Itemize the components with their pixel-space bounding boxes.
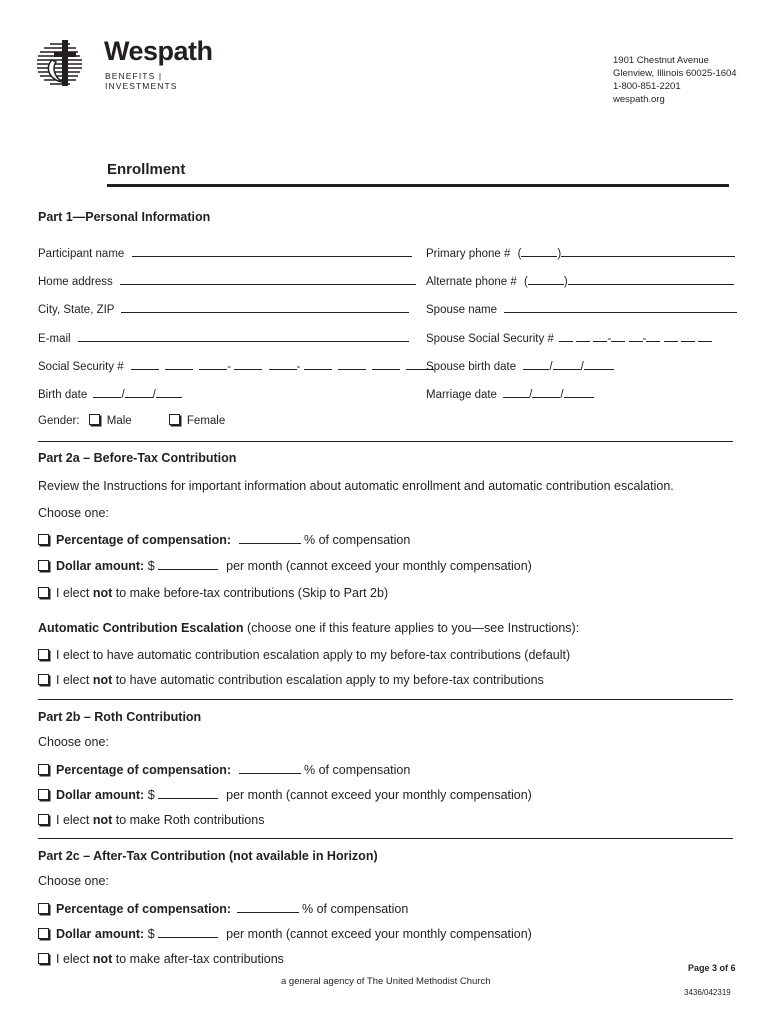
part2a-pct-checkbox[interactable]: [38, 534, 49, 545]
female-checkbox[interactable]: [169, 414, 180, 425]
gender-field: [38, 414, 225, 427]
part2b-pct-checkbox[interactable]: [38, 764, 49, 775]
part2a-pct-suffix: % of compensation: [304, 533, 411, 547]
ssn-digit-input[interactable]: [199, 358, 227, 370]
male-label: Male: [106, 415, 132, 427]
spouse-birth-date-label: Spouse birth date: [426, 361, 517, 373]
part2a-pct-label: Percentage of compensation:: [56, 533, 232, 547]
part2c-heading: Part 2c – After-Tax Contribution (not available in Horizon): [38, 849, 378, 863]
part2c-optout-checkbox[interactable]: [38, 953, 49, 964]
primary-phone-input[interactable]: [561, 245, 735, 257]
dollar-sign: $: [147, 788, 155, 802]
marriage-date-label: Marriage date: [426, 389, 497, 401]
part2c-pct-input[interactable]: [237, 901, 299, 913]
part2a-pct-option: [38, 532, 410, 547]
part2b-pct-input[interactable]: [239, 762, 301, 774]
part2c-dollar-input[interactable]: [158, 926, 218, 938]
spouse-ssn-field: Spouse Social Security # - -: [426, 330, 712, 345]
part2b-optout-checkbox[interactable]: [38, 814, 49, 825]
ssn-digit-input[interactable]: [372, 358, 400, 370]
spouse-birth-date-field: Spouse birth date / /: [426, 358, 614, 373]
part2b-dollar-suffix: per month (cannot exceed your monthly compensation): [226, 788, 532, 802]
section-divider: [38, 441, 733, 442]
gender-label: Gender:: [38, 415, 80, 427]
ssn-digit-input[interactable]: [131, 358, 159, 370]
city-state-zip-field: [38, 301, 409, 316]
male-checkbox[interactable]: [89, 414, 100, 425]
part2a-optout-option: [38, 586, 388, 600]
alternate-phone-label: Alternate phone #: [426, 276, 517, 288]
participant-name-label: Participant name: [38, 248, 125, 260]
escalation-yes-label: I elect to have automatic contribution escalation apply to my before-tax contributions (default): [56, 648, 571, 662]
page-title: Enrollment: [107, 161, 186, 178]
home-address-label: Home address: [38, 276, 113, 288]
part2c-pct-suffix: % of compensation: [302, 902, 409, 916]
dollar-sign: $: [147, 559, 155, 573]
optout-text: to make before-tax contributions (Skip to Part 2b): [115, 586, 389, 600]
address-line: 1-800-851-2201: [613, 81, 681, 92]
part2b-optout-option: [38, 813, 264, 827]
part1-heading: Part 1—Personal Information: [38, 210, 211, 224]
spouse-birth-year-input[interactable]: [584, 358, 614, 370]
part2a-pct-input[interactable]: [239, 532, 301, 544]
part2c-pct-option: [38, 901, 408, 916]
address-line: wespath.org: [613, 94, 665, 105]
address-line: Glenview, Illinois 60025-1604: [613, 68, 737, 79]
ssn-digit-input[interactable]: [338, 358, 366, 370]
primary-phone-field: Primary phone # ( ): [426, 245, 735, 260]
footer-agency: a general agency of The United Methodist Church: [281, 976, 491, 987]
ssn-digit-input[interactable]: [165, 358, 193, 370]
optout-text: I elect: [56, 813, 90, 827]
part2c-dollar-suffix: per month (cannot exceed your monthly compensation): [226, 927, 532, 941]
page-number: Page 3 of 6: [688, 963, 736, 973]
marriage-date-field: Marriage date / /: [426, 386, 594, 401]
optout-not-text: not: [92, 586, 113, 600]
part2c-dollar-label: Dollar amount:: [56, 927, 145, 941]
part2c-choose: Choose one:: [38, 874, 109, 888]
escalation-yes-checkbox[interactable]: [38, 649, 49, 660]
ssn-field: Social Security # - -: [38, 358, 434, 373]
escalation-no-not-text: not: [92, 673, 113, 687]
part2c-pct-label: Percentage of compensation:: [56, 902, 232, 916]
city-state-zip-input[interactable]: [121, 301, 409, 313]
part2a-dollar-suffix: per month (cannot exceed your monthly compensation): [226, 559, 532, 573]
spouse-ssn-digit-input[interactable]: [681, 330, 695, 342]
brand-name: Wespath: [104, 36, 213, 66]
spouse-ssn-digit-input[interactable]: [629, 330, 643, 342]
part2c-pct-checkbox[interactable]: [38, 903, 49, 914]
ssn-digit-input[interactable]: [234, 358, 262, 370]
part2a-dollar-option: [38, 558, 532, 573]
primary-phone-label: Primary phone #: [426, 248, 511, 260]
alternate-phone-input[interactable]: [568, 273, 734, 285]
part2b-dollar-option: [38, 787, 532, 802]
optout-not-text: not: [92, 952, 113, 966]
part2b-pct-label: Percentage of compensation:: [56, 763, 232, 777]
participant-name-field: [38, 245, 412, 260]
optout-text: I elect: [56, 952, 90, 966]
ssn-digit-input[interactable]: [269, 358, 297, 370]
spouse-ssn-digit-input[interactable]: [646, 330, 660, 342]
spouse-name-input[interactable]: [504, 301, 737, 313]
escalation-heading: [38, 621, 579, 635]
spouse-birth-month-input[interactable]: [523, 358, 549, 370]
title-rule: [107, 184, 729, 187]
part2a-review-text: Review the Instructions for important information about automatic enrollment and automatic contribution escalation.: [38, 479, 674, 493]
part2a-dollar-label: Dollar amount:: [56, 559, 145, 573]
spouse-ssn-digit-input[interactable]: [559, 330, 573, 342]
spouse-name-label: Spouse name: [426, 304, 497, 316]
alternate-phone-area-input[interactable]: [528, 273, 564, 285]
part2c-dollar-checkbox[interactable]: [38, 928, 49, 939]
part2a-choose: Choose one:: [38, 506, 109, 520]
escalation-no-checkbox[interactable]: [38, 674, 49, 685]
part2b-pct-suffix: % of compensation: [304, 763, 411, 777]
part2b-pct-option: [38, 762, 410, 777]
section-divider: [38, 838, 733, 839]
city-state-zip-label: City, State, ZIP: [38, 304, 115, 316]
part2b-heading: Part 2b – Roth Contribution: [38, 710, 202, 724]
female-label: Female: [186, 415, 226, 427]
participant-name-input[interactable]: [132, 245, 412, 257]
alternate-phone-field: Alternate phone # ( ): [426, 273, 734, 288]
spouse-ssn-digit-input[interactable]: [593, 330, 607, 342]
part2a-heading: Part 2a – Before-Tax Contribution: [38, 451, 237, 465]
part2a-dollar-input[interactable]: [158, 558, 218, 570]
cross-flame-icon: [36, 38, 94, 88]
ssn-digit-input[interactable]: [304, 358, 332, 370]
brand-tagline: BENEFITS | INVESTMENTS: [105, 71, 178, 91]
spouse-ssn-digit-input[interactable]: [611, 330, 625, 342]
part2c-optout-option: [38, 952, 284, 966]
escalation-note: (choose one if this feature applies to you—see Instructions):: [247, 621, 580, 635]
spouse-ssn-digit-input[interactable]: [576, 330, 590, 342]
part2b-choose: Choose one:: [38, 735, 109, 749]
part2a-optout-checkbox[interactable]: [38, 587, 49, 598]
spouse-ssn-digit-input[interactable]: [664, 330, 678, 342]
marriage-day-input[interactable]: [532, 386, 560, 398]
part2b-dollar-checkbox[interactable]: [38, 789, 49, 800]
spouse-ssn-digit-input[interactable]: [698, 330, 712, 342]
part2b-dollar-input[interactable]: [158, 787, 218, 799]
birth-date-label: Birth date: [38, 389, 88, 401]
optout-text: I elect: [56, 586, 90, 600]
section-divider: [38, 699, 733, 700]
home-address-field: [38, 273, 416, 288]
escalation-yes-option: [38, 648, 570, 662]
email-label: E-mail: [38, 333, 71, 345]
part2b-dollar-label: Dollar amount:: [56, 788, 145, 802]
home-address-input[interactable]: [120, 273, 416, 285]
address-block: [613, 54, 737, 106]
address-line: 1901 Chestnut Avenue: [613, 55, 709, 66]
wespath-logo: [36, 36, 226, 91]
birth-date-field: Birth date / /: [38, 386, 182, 401]
spouse-birth-day-input[interactable]: [553, 358, 581, 370]
primary-phone-area-input[interactable]: [521, 245, 557, 257]
escalation-no-text: I elect: [56, 673, 90, 687]
birth-year-input[interactable]: [156, 386, 182, 398]
part2a-dollar-checkbox[interactable]: [38, 560, 49, 571]
optout-text: to make after-tax contributions: [115, 952, 284, 966]
optout-not-text: not: [92, 813, 113, 827]
ssn-label: Social Security #: [38, 361, 124, 373]
birth-month-input[interactable]: [93, 386, 121, 398]
optout-text: to make Roth contributions: [115, 813, 265, 827]
part2c-dollar-option: [38, 926, 532, 941]
escalation-no-text: to have automatic contribution escalation apply to my before-tax contributions: [115, 673, 544, 687]
birth-day-input[interactable]: [125, 386, 153, 398]
dollar-sign: $: [147, 927, 155, 941]
marriage-year-input[interactable]: [564, 386, 594, 398]
email-input[interactable]: [78, 330, 409, 342]
escalation-title: Automatic Contribution Escalation: [38, 621, 244, 635]
form-number: 3436/042319: [684, 988, 731, 997]
marriage-month-input[interactable]: [503, 386, 529, 398]
escalation-no-option: [38, 673, 544, 687]
email-field: [38, 330, 409, 345]
spouse-ssn-label: Spouse Social Security #: [426, 333, 554, 345]
spouse-name-field: [426, 301, 737, 316]
